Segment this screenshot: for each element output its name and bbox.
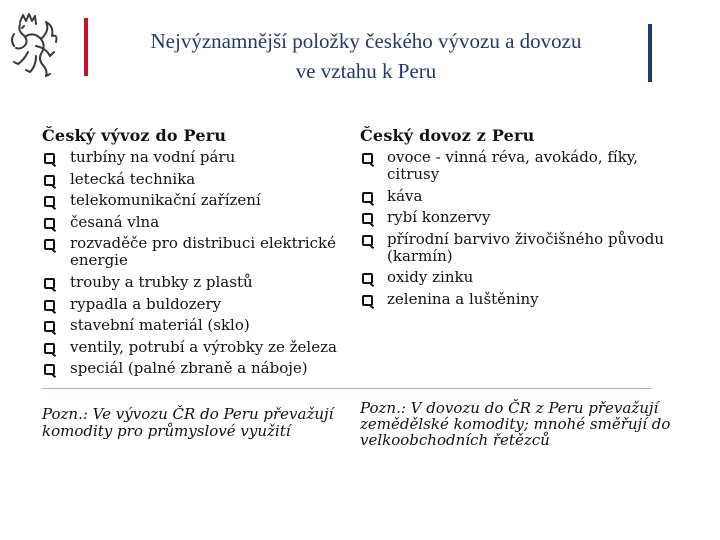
checkbox-bullet-icon xyxy=(362,213,373,224)
list-item-text: ovoce - vinná réva, avokádo, fíky, citrusy xyxy=(387,148,639,183)
checkbox-bullet-icon xyxy=(44,153,55,164)
section-divider xyxy=(42,388,652,389)
checkbox-bullet-icon xyxy=(44,278,55,289)
list-item-text: letecká technika xyxy=(70,169,196,188)
list-item xyxy=(42,296,354,313)
checkbox-bullet-icon xyxy=(362,273,373,284)
list-item-text: turbíny na vodní páru xyxy=(70,148,236,166)
export-column xyxy=(42,126,354,382)
list-item xyxy=(360,209,690,226)
list-item xyxy=(42,339,354,356)
list-item xyxy=(360,149,690,183)
list-item xyxy=(42,214,354,231)
list-item xyxy=(42,235,354,269)
import-list xyxy=(360,149,690,308)
list-item xyxy=(42,192,354,209)
list-item-text: přírodní barvivo živočišného původu (karmín) xyxy=(387,229,664,265)
list-item xyxy=(42,171,354,188)
list-item-text: rozvaděče pro distribuci elektrické energie xyxy=(70,234,336,270)
list-item xyxy=(42,274,354,291)
list-item xyxy=(42,360,354,377)
list-item-text: zelenina a luštěniny xyxy=(387,289,539,308)
title-line-2: ve vztahu k Peru xyxy=(295,59,437,83)
list-item-text: stavební materiál (sklo) xyxy=(70,316,250,335)
list-item-text: česaná vlna xyxy=(70,212,160,231)
list-item xyxy=(360,231,690,265)
import-column xyxy=(360,126,690,313)
page-title xyxy=(96,26,636,86)
checkbox-bullet-icon xyxy=(44,321,55,332)
list-item xyxy=(360,188,690,205)
list-item-text: rypadla a buldozery xyxy=(70,294,222,313)
checkbox-bullet-icon xyxy=(44,218,55,229)
checkbox-bullet-icon xyxy=(44,196,55,207)
checkbox-bullet-icon xyxy=(362,235,373,246)
import-note: Pozn.: V dovozu do ČR z Peru převažují zemědělské komodity; mnohé směřují do velkoobchodních řetězců xyxy=(360,399,671,449)
export-list xyxy=(42,149,354,377)
title-accent-bar-red xyxy=(84,18,88,76)
checkbox-bullet-icon xyxy=(362,295,373,306)
checkbox-bullet-icon xyxy=(362,192,373,203)
list-item-text: ventily, potrubí a výrobky ze železa xyxy=(70,337,337,356)
checkbox-bullet-icon xyxy=(44,175,55,186)
list-item xyxy=(42,317,354,334)
list-item-text: trouby a trubky z plastů xyxy=(70,272,253,291)
title-line-1: Nejvýznamnější položky českého vývozu a dovozu xyxy=(150,29,582,53)
list-item-text: speciál (palné zbraně a náboje) xyxy=(70,359,308,378)
checkbox-bullet-icon xyxy=(44,364,55,375)
list-item-text: káva xyxy=(387,186,423,205)
title-accent-bar-blue xyxy=(648,24,652,82)
list-item-text: telekomunikační zařízení xyxy=(70,191,261,210)
list-item-text: oxidy zinku xyxy=(387,268,474,287)
checkbox-bullet-icon xyxy=(44,239,55,250)
checkbox-bullet-icon xyxy=(44,343,55,354)
checkbox-bullet-icon xyxy=(44,300,55,311)
import-heading: Český dovoz z Peru xyxy=(360,126,535,145)
list-item-text: rybí konzervy xyxy=(387,208,491,227)
export-note: Pozn.: Ve vývozu ČR do Peru převažují komodity pro průmyslové využití xyxy=(42,405,334,440)
list-item xyxy=(42,149,354,166)
list-item xyxy=(360,291,690,308)
checkbox-bullet-icon xyxy=(362,153,373,164)
list-item xyxy=(360,269,690,286)
export-heading: Český vývoz do Peru xyxy=(42,126,227,145)
czech-lion-logo-icon xyxy=(6,12,60,78)
